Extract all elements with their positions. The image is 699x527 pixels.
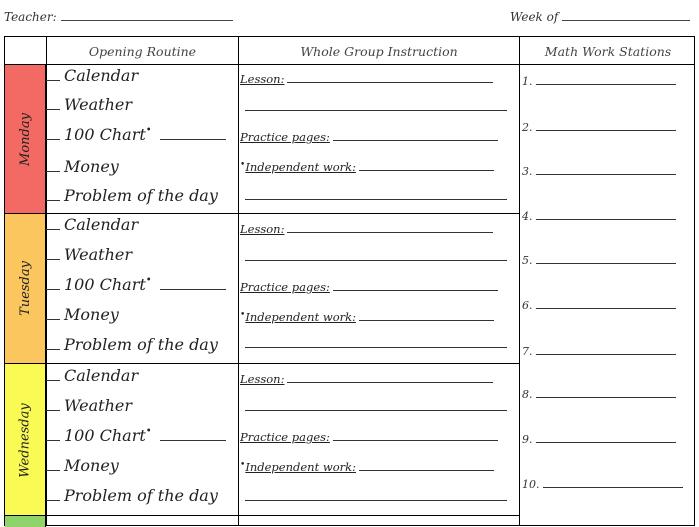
blank-line: [245, 199, 507, 200]
routine-item: Money: [46, 305, 119, 324]
routine-item: Weather: [46, 245, 132, 264]
week-blank: [562, 10, 690, 21]
week-label: Week of: [510, 10, 559, 24]
routine-item: Weather: [46, 95, 132, 114]
lesson-line: Lesson:: [240, 372, 504, 386]
blank-line: [245, 347, 507, 348]
blank-line: [245, 500, 507, 501]
teacher-field: [4, 10, 233, 24]
station-line: 2.: [522, 120, 676, 134]
practice-line: Practice pages:: [240, 130, 504, 144]
divider-stations: [519, 37, 520, 525]
independent-line: •Independent work:: [240, 310, 504, 324]
routine-item: Calendar: [46, 66, 138, 85]
routine-item: 100 Chart•: [46, 426, 226, 445]
day-label-monday: Monday: [17, 112, 33, 166]
station-line: 8.: [522, 387, 676, 401]
routine-item: Problem of the day: [46, 186, 218, 205]
practice-line: Practice pages:: [240, 430, 504, 444]
routine-item: Money: [46, 157, 119, 176]
day-wednesday: [5, 364, 46, 516]
routine-item: 100 Chart•: [46, 125, 226, 144]
practice-line: Practice pages:: [240, 280, 504, 294]
lesson-line: Lesson:: [240, 72, 504, 86]
station-line: 3.: [522, 164, 676, 178]
independent-line: •Independent work:: [240, 160, 504, 174]
station-line: 7.: [522, 344, 676, 358]
blank-line: [245, 260, 507, 261]
col-header-routine: Opening Routine: [88, 43, 197, 59]
routine-item: Calendar: [46, 215, 138, 234]
station-line: 10.: [522, 477, 683, 491]
station-line: 6.: [522, 298, 676, 312]
day-tuesday: [5, 214, 46, 363]
row-divider-1: [5, 213, 519, 214]
routine-item: 100 Chart•: [46, 275, 226, 294]
lesson-line: Lesson:: [240, 222, 504, 236]
day-label-tuesday: Tuesday: [17, 261, 33, 316]
row-divider-2: [5, 363, 519, 364]
routine-item: Weather: [46, 396, 132, 415]
col-header-stations: Math Work Stations: [544, 43, 672, 59]
teacher-label: Teacher:: [4, 10, 57, 24]
station-line: 1.: [522, 74, 676, 88]
routine-item: Problem of the day: [46, 335, 218, 354]
independent-line: •Independent work:: [240, 460, 504, 474]
routine-item: Problem of the day: [46, 486, 218, 505]
header-divider: [5, 64, 694, 65]
blank-line: [245, 410, 507, 411]
day-monday: [5, 65, 46, 213]
row-divider-3: [5, 515, 519, 516]
teacher-blank: [61, 10, 233, 21]
station-line: 4.: [522, 209, 676, 223]
station-line: 9.: [522, 432, 676, 446]
day-label-wednesday: Wednesday: [17, 402, 33, 478]
routine-item: Calendar: [46, 366, 138, 385]
col-header-whole-group: Whole Group Instruction: [300, 43, 458, 59]
week-field: [510, 10, 690, 24]
divider-whole-group: [238, 37, 239, 525]
blank-line: [245, 110, 507, 111]
routine-item: Money: [46, 456, 119, 475]
station-line: 5.: [522, 253, 676, 267]
